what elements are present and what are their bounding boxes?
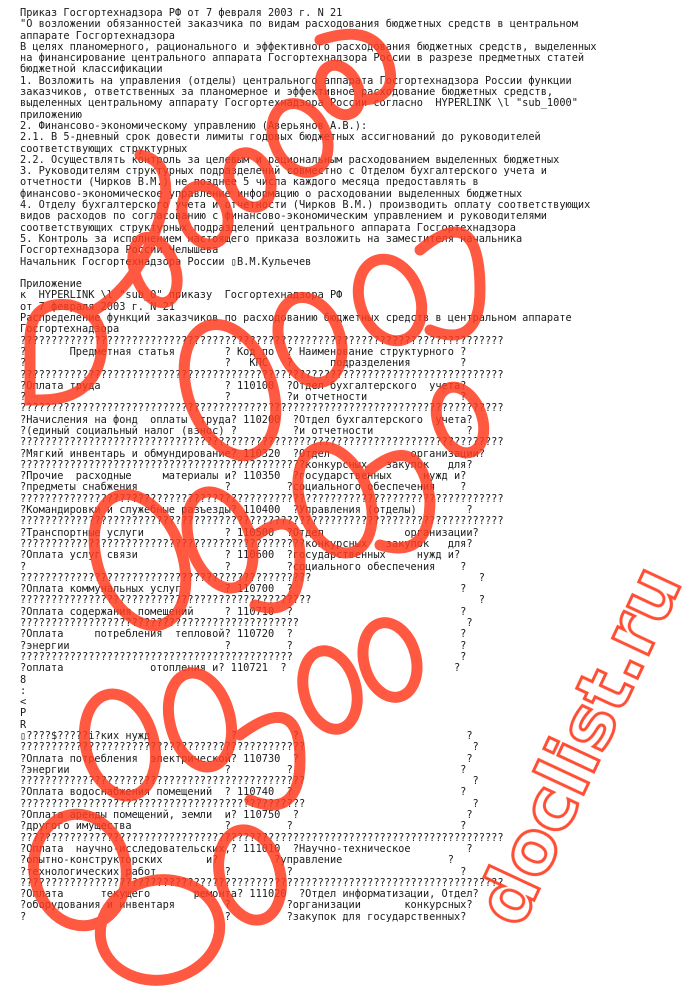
document-line: к HYPERLINK \l "sub_0" приказу Госгортехнадзора РФ (20, 289, 343, 302)
document-line: ?Оплата научно-исследовательских,? 111010 ?Научно-техническое ? (20, 842, 473, 855)
document-line: ? ? ?и отчетности ? (20, 391, 467, 404)
document-line: от 7 февраля 2003 г. N 21 (20, 300, 175, 313)
document-line: 2.2. Осуществлять контроль за целевым и рациональным расходованием выделенных бюджетных (20, 153, 560, 166)
document-line: ?????????????????????????????????????????????????????????????????????????????? (20, 368, 504, 381)
document-line: 2.1. В 5-дневный срок довести лимиты годовых бюджетных ассигнований до руководителей (20, 131, 541, 144)
document-line: соответствующих структурных подразделений центрального аппарата Госгортехнадзора (20, 221, 516, 234)
document-line: заказчиков, ответственных за планомерное и эффективное расходование бюджетных средств, (20, 86, 554, 99)
document-line: ?Транспортные услуги ? 110500 ?Отдел организации? (20, 526, 479, 539)
document-line: ?Командировки и служебные разъезды? 110400 ?Управления (отделы) ? (20, 504, 473, 517)
document-line: P (20, 707, 27, 720)
document-line: видов расходов по согласованию с финансово-экономическим управлением и руководителями (20, 210, 547, 223)
document-line: ? ? ?закупок для государственных? (20, 910, 467, 923)
document-line: Приложение (20, 278, 82, 291)
document-line: ?предметы снабжения ? ?социального обеспечения ? (20, 481, 467, 494)
document-line: 3. Руководителям структурных подразделений совместно с Отделом бухгалтерского учета и (20, 165, 547, 178)
document-line: ? ? ?социального обеспечения ? (20, 560, 467, 573)
document-line: 2. Финансово-экономическому управлению (Аверьянов А.В.): (20, 119, 368, 132)
document-line: : (20, 684, 27, 697)
document-body (20, 8, 690, 923)
document-line: ?опытно-конструкторских и? ?управление ? (20, 854, 454, 867)
document-line: ???????????????????????????????????????????? ? (20, 650, 467, 663)
document-line: ?энергии ? ? ? (20, 639, 467, 652)
document-line: ?????????????????????????????????????????????????????????????????????????????? (20, 402, 504, 415)
document-line: В целях планомерного, рационального и эффективного расходования бюджетных средств, выделенных (20, 40, 597, 53)
document-line: ?Оплата аренды помещений, земли и? 110750 ? ? (20, 809, 473, 822)
document-line: 1. Возложить на управления (отделы) центрального аппарата Госгортехнадзора России функции (20, 74, 572, 87)
document-line: ?????????????????????????????????????????????????????????????????????????????? (20, 515, 504, 528)
document-line: ????????????????????????????????????????????? ? (20, 617, 473, 630)
document-line: Госгортехнадзора России Челышева (20, 244, 219, 257)
document-line: ??????????????????????????????????????????????? ? (20, 594, 485, 607)
document-line: ?(единый социальный налог (взнос) ? ?и отчетности ? (20, 424, 473, 437)
document-line: ? Предметная статья ? Код по ? Наименование структурного ? (20, 345, 467, 358)
document-line: Распределение функций заказчиков по расходованию бюджетных средств в центральном аппарате (20, 312, 572, 325)
document-line: ?другого имущества ? ? ? (20, 820, 467, 833)
document-line: ?Оплата потребления тепловой? 110720 ? ? (20, 628, 467, 641)
document-line: приложению (20, 108, 82, 121)
document-line: ▯????$?????i?ких нужд ? ? ? (20, 730, 473, 742)
document-line: ?????????????????????????????????????????????????????????????????????????????? (20, 831, 504, 844)
document-line: на финансирование центрального аппарата Госгортехнадзора России в разрезе предметных статей (20, 52, 585, 65)
document-line: ?Оплата труда ? 110100 ?Отдел бухгалтерского учета? (20, 379, 467, 392)
document-line: ?Оплата водоснабжения помещений ? 110740 ? ? (20, 786, 467, 799)
document-line: ?Оплата услуг связи ? 110600 ?государственных нужд и? (20, 549, 461, 562)
document-line: соответствующих структурных (20, 142, 188, 155)
document-line: 4. Отделу бухгалтерского учета и отчетности (Чирков В.М.) производить оплату соответствующих (20, 199, 591, 212)
document-line: ?????????????????????????????????????????????? ? (20, 741, 479, 754)
document-line: ?????????????????????????????????????????????????????????????????????????????? (20, 334, 504, 347)
document-line: отчетности (Чирков В.М.) не позднее 5 числа каждого месяца предоставлять в (20, 176, 479, 189)
document-line: финансово-экономическое управление информацию о расходовании выделенных бюджетных (20, 187, 523, 200)
document-line: ?Начисления на фонд оплаты труда? 110200 ?Отдел бухгалтерского учета? (20, 413, 473, 426)
document-line: "О возложении обязанностей заказчика по видам расходования бюджетных средств в центральном (20, 18, 578, 31)
document-line: ?????????????????????????????????????????????????????????????????????????????? (20, 436, 504, 449)
document-line: ?оборудования и инвентаря ? ?организации конкурсных? (20, 899, 473, 912)
document-line: ?????????????????????????????????????????????? ? (20, 797, 479, 810)
document-line: < (20, 696, 27, 709)
document-line: ??????????????????????????????????????????????конкурсных закупок для? (20, 537, 473, 550)
document-line: ?Оплата содержания помещений ? 110710 ? ? (20, 605, 467, 618)
document-line: 5. Контроль за исполнением настоящего приказа возложить на заместителя начальника (20, 232, 523, 245)
document-line: Госгортехнадзора (20, 323, 120, 336)
document-line: ?Мягкий инвентарь и обмундирование? 110320 ?Отдел организации? (20, 447, 485, 460)
document-line: 8 (20, 673, 27, 686)
document-line: бюджетной классификации (20, 63, 163, 76)
document-line: ?технологических работ ? ? ? (20, 865, 467, 878)
document-line: ?Оплата потребления электрической? 110730 ? ? (20, 752, 473, 765)
document-line: выделенных центральному аппарату Госгортехнадзора России согласно HYPERLINK \l "sub_1000" (20, 97, 578, 110)
document-line: Приказ Госгортехнадзора РФ от 7 февраля 2003 г. N 21 (20, 7, 343, 19)
document-line: ?????????????????????????????????????????????? ? (20, 775, 479, 788)
document-line: ?????????????????????????????????????????????????????????????????????????????? (20, 492, 504, 505)
document-line: аппарате Госгортехнадзора (20, 29, 175, 42)
document-line: ??????????????????????????????????????????????конкурсных закупок для? (20, 458, 473, 471)
document-line: ??????????????????????????????????????????????? ? (20, 571, 485, 584)
document-line: ?????????????????????????????????????????????????????????????????????????????? (20, 876, 504, 889)
document-line: ?Оплата текущего ремонта? 111020 ?Отдел информатизации, Отдел? (20, 888, 479, 901)
document-line: ? ? КПС ? подразделения ? (20, 357, 467, 370)
document-line: ?энергии ? ? ? (20, 763, 467, 776)
watermark-site-text: doclist.ru (459, 553, 698, 938)
document-line (20, 268, 690, 279)
document-line: ?Прочие расходные материалы и? 110350 ?государственных нужд и? (20, 470, 467, 483)
document-line: ?Оплата коммунальных услуг ? 110700 ? ? (20, 583, 467, 596)
document-line: R (20, 718, 27, 731)
document-line: ?оплата отопления и? 110721 ? ? (20, 662, 461, 675)
document-line: Начальник Госгортехнадзора России ▯В.М.Кульечев (20, 255, 312, 268)
